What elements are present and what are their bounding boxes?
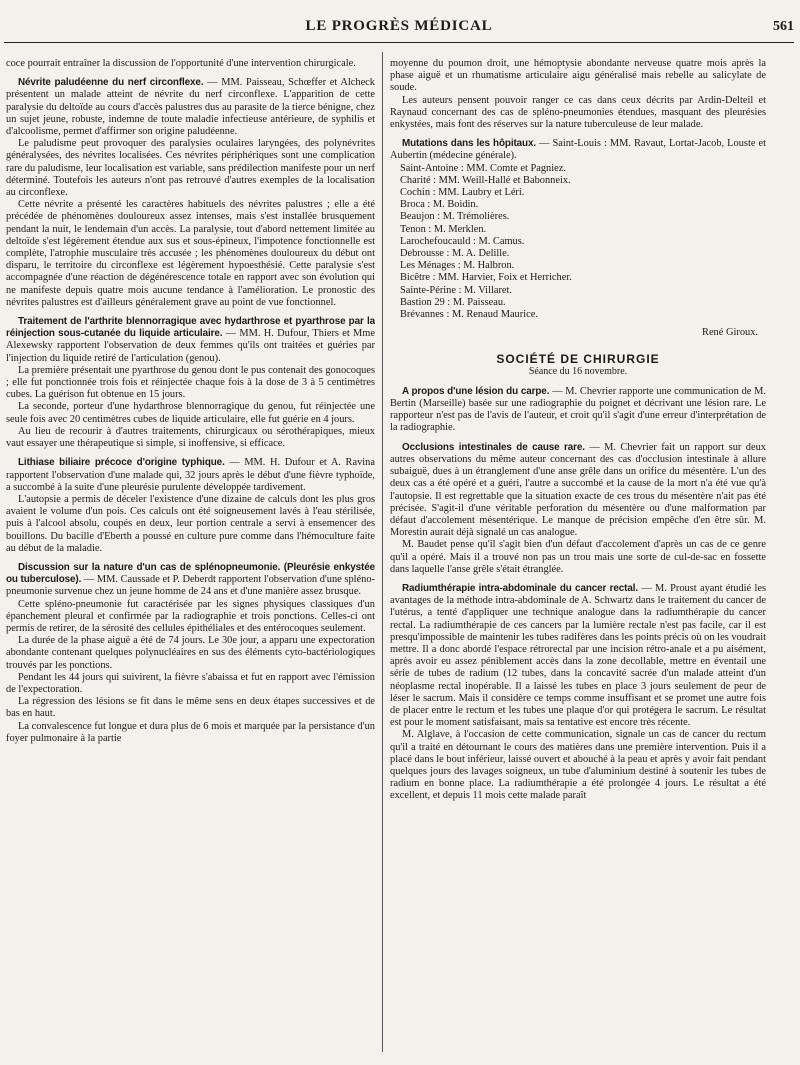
- seance-date: Séance du 16 novembre.: [528, 365, 628, 377]
- article-carpe: [390, 386, 766, 435]
- paragraph: Au lieu de recourir à d'autres traitements, chirurgicaux ou sérothérapiques, mieux vaut essayer une thérapeutique si simple, si inoffensive, si efficace.: [6, 425, 375, 450]
- mutations-section: [390, 138, 766, 162]
- article-nevrite: [6, 77, 375, 138]
- paragraph: Le paludisme peut provoquer des paralysies oculaires laryngées, des polynévrites généralysées, des névrites localisées. Ces névrites périphériques sont une complication rare du paludisme, leur localisation est variable, sans prédilection manifeste pour un nerf déterminé. Toutefois les auteurs n'ont pas retrouvé d'autres exemples de la localisation au circonflexe.: [6, 138, 375, 199]
- paragraph: La durée de la phase aiguë a été de 74 jours. Le 30e jour, a apparu une expectoration abondante contenant quelques polynucléaires en sus des éléments cyto-bactériologiques trouvés par les ponctions.: [6, 635, 375, 671]
- society-title: SOCIÉTÉ DE CHIRURGIE: [496, 352, 660, 367]
- page-header: [4, 18, 794, 43]
- mutation-item: Tenon : M. Merklen.: [400, 223, 487, 235]
- left-column: [6, 58, 375, 1065]
- intro-paragraph: coce pourrait entraîner la discussion de l'opportunité d'une intervention chirurgicale.: [6, 58, 356, 69]
- paragraph: M. Baudet pense qu'il s'agit bien d'un défaut d'accolement d'après un cas de ce genre qu'il a opéré. Mais il a trouvé non pas un trou mais une sorte de cul-de-sac en fossette dans laquelle l'anse grêle s'était étranglée.: [390, 539, 766, 575]
- article-body: — M. Chevrier fait un rapport sur deux autres observations du même auteur concernant des cas d'occlusion intestinale à allure subaiguë, dues à un étranglement d'une anse grêle dans un orifice du mésentère. L'un des deux cas a été opéré et a guéri, l'autre a succombé et la cause de la mort n'a été vue qu'à l'autopsie. Il est regrettable que la situation exacte de ces trous du mésentère n'ait pas été précisée. S'agit-il d'une véritable perforation du mésentère ou d'une malformation par défaut d'accolement mésentérique. Le manque de précision empêche d'en être sûr. M. Morestin aurait déjà signalé un cas analogue.: [390, 441, 766, 539]
- signature: René Giroux.: [702, 327, 758, 339]
- mutation-item: Les Ménages : M. Halbron.: [400, 260, 515, 272]
- paragraph: Cette spléno-pneumonie fut caractérisée par les signes physiques classiques d'un épanchement pleural et confirmée par la radiographie et trois ponctions. Celles-ci ont permis de retirer, de la sérosité des cellules épithéliales et des entérocoques seulement.: [6, 598, 375, 634]
- article-heading: Occlusions intestinales de cause rare.: [402, 441, 585, 453]
- article-heading: Discussion sur la nature d'un cas de splénopneumonie. (Pleurésie enkystée ou tuberculose).: [6, 561, 375, 586]
- article-body: — M. Proust ayant étudié les avantages de la méthode intra-abdominale de A. Schwartz dans le traitement du cancer de l'utérus, a tenté d'appliquer une technique analogue dans la radiumthérapie du cancer rectal. La radiumthérapie de ces cancers par la lumière rectale n'est pas facile, car il est presqu'impossible de maintenir les tubes radifères dans les points précis où on les voudrait mettre. Il a donc abordé l'espace rétrorectal par une incision rétro-anale et a pu aisément, après avoir eu assez péniblement accès dans la zone decollable, mettre en éventail une série de tubes de radium (12 tubes, dans la concavité sacrée d'un malade atteint d'un néoplasme rectal inopérable. Il a laissé les tubes en place 3 jours seulement de peur de léser le sacrum. Mais il considère ce temps comme insuffisant et se promet une autre fois de placer entre le rectum et les tubes une plaque d'or qui protégera le sacrum. Le résultat est pour le moment satisfaisant, mais sa tentative est encore très récente.: [390, 582, 766, 729]
- paragraph: La régression des lésions se fit dans le même sens en deux étapes successives et de bas en haut.: [6, 696, 375, 720]
- article-radiumtherapie: [390, 583, 766, 729]
- journal-title: LE PROGRÈS MÉDICAL: [305, 18, 493, 34]
- mutations-list: [390, 163, 766, 322]
- paragraph: La convalescence fut longue et dura plus de 6 mois et marquée par la persistance d'un foyer pulmonaire à la partie: [6, 720, 375, 744]
- mutation-item: Broca : M. Boidin.: [400, 199, 479, 211]
- article-heading: Lithiase biliaire précoce d'origine typhique.: [18, 457, 225, 469]
- paragraph: La seconde, porteur d'une hydarthrose blennorragique du genou, fut réinjectée une seule fois avec 20 centimètres cubes de liquide articulaire, elle fut guérie en 4 jours.: [6, 401, 375, 425]
- paragraph: Cette névrite a présenté les caractères habituels des névrites palustres ; elle a été précédée de phénomènes douloureux assez intenses, mais s'est installée brusquement pendant la nuit, le lendemain d'un accès. La paralysie, tout d'abord nettement limitée au deltoïde s'est légèrement étendue aux sus et sous-épineux, l'impotence fonctionnelle est complète, l'atrophie musculaire très accusée ; les phénomènes douloureux du début ont disparu, le territoire du circonflexe est légèrement hypoesthésié. Cette paralysie s'est accompagnée d'une réaction de dégénérescence totale en rapport avec son évolution qui ne manifeste depuis quatre mois aucune tendance à l'amélioration. Le pronostic des névrites palustres est d'ailleurs généralement grave au point de vue fonctionnel.: [6, 199, 375, 308]
- mutation-item: Sainte-Périne : M. Villaret.: [400, 284, 513, 296]
- column-divider: [382, 52, 383, 1052]
- article-heading: Névrite paludéenne du nerf circonflexe.: [18, 77, 204, 89]
- page-number: 561: [773, 19, 794, 34]
- article-lithiase: [6, 457, 375, 494]
- article-body: — MM. Paisseau, Schœffer et Alcheck présentent un malade atteint de névrite du nerf circonflexe. L'apparition de cette paralysie du deltoïde au cours d'accès palustres dus au parasite de la tierce bénigne, chez un sujet jeune, robuste, indemne de toute maladie infectieuse antérieure, de syphilis et d'alcoolisme, permet d'affirmer son origine paludéenne.: [6, 77, 375, 138]
- article-heading: Traitement de l'arthrite blennorragique avec hydarthrose et pyarthrose par la réinjection sous-cutanée du liquide articulaire.: [6, 316, 375, 340]
- right-column: [390, 58, 766, 1065]
- mutation-item: Saint-Antoine : MM. Comte et Pagniez.: [400, 162, 566, 174]
- mutation-item: Brévannes : M. Renaud Maurice.: [400, 309, 538, 321]
- paragraph: M. Alglave, à l'occasion de cette communication, signale un cas de cancer du rectum qu'il a traité en détournant le cours des matières dans une première intervention. Puis il a placé dans le bout inférieur, laissé ouvert et abouché à la peau et après y avoir fait pendant quelques jours des lavages soigneux, un tube d'aluminium destiné à soutenir les tubes de radium en bonne place. La radiumthérapie a été prolongée 4 jours. Le résultat a été excellent, et depuis 11 mois cette malade paraît: [390, 729, 766, 802]
- mutation-item: Bastion 29 : M. Paisseau.: [400, 296, 506, 308]
- paragraph: Pendant les 44 jours qui suivirent, la fièvre s'abaissa et fut en rapport avec l'émission de l'expectoration.: [6, 671, 375, 695]
- article-body: — MM. H. Dufour et A. Ravina rapportent l'observation d'une malade qui, 32 jours après le début d'une fièvre typhoïde, a succombé à la suite d'une pleurésie purulente développée tardivement.: [6, 457, 375, 493]
- article-splenopneumonie: [6, 562, 375, 599]
- paragraph: La première présentait une pyarthrose du genou dont le pus contenait des gonocoques ; elle fut ponctionnée trois fois et réinjectée chaque fois à la dose de 3 à 5 centimètres cubes. La guérison fut obtenue en 15 jours.: [6, 364, 375, 401]
- mutation-item: Bicêtre : MM. Harvier, Foix et Herricher.: [400, 272, 572, 284]
- mutation-item: Cochin : MM. Laubry et Léri.: [400, 187, 525, 199]
- article-body: — M. Chevrier rapporte une communication de M. Bertin (Marseille) basée sur une radiographie du poignet et décrivant une lésion rare. Le rapporteur n'est pas de l'avis de l'auteur, et croit qu'il s'agit d'une erreur d'interprétation de la radiographie.: [390, 385, 766, 434]
- continued-paragraph: moyenne du poumon droit, une hémoptysie abondante nerveuse quatre mois après la phase aiguë et un rhumatisme articulaire aigu généralisé mais rebelle au salicylate de soude.: [390, 58, 766, 94]
- mutation-item: Larochefoucauld : M. Camus.: [400, 235, 525, 247]
- mutations-heading: Mutations dans les hôpitaux.: [402, 138, 537, 150]
- paragraph: L'autopsie a permis de déceler l'existence d'une dizaine de calculs dont les plus gros avaient le volume d'un pois. Ces calculs ont été soigneusement lavés à l'eau stérilisée, puis à l'alcool absolu, coupés en deux, leur portion centrale a servi à ensemencer des bouillons. Du bacille d'Eberth a poussé en culture pure comme dans l'hémoculture faite au début de la maladie.: [6, 493, 375, 554]
- article-arthrite: [6, 316, 375, 365]
- article-occlusions: [390, 442, 766, 540]
- article-body: — MM. H. Dufour, Thiers et Mme Alexewsky rapportent l'observation de deux femmes qu'ils ont traitées et guéries par l'injection du liquide retiré de l'articulation (genou).: [6, 328, 375, 364]
- mutation-item: Debrousse : M. A. Delille.: [400, 248, 510, 260]
- article-heading: Radiumthérapie intra-abdominale du cancer rectal.: [402, 582, 639, 594]
- paragraph: Les auteurs pensent pouvoir ranger ce cas dans ceux décrits par Ardin-Delteil et Raynaud concernant des cas de spléno-pneumonies étendues, masquant des pleurésies enkystées, mais font des réserves sur la nature tuberculeuse de leur malade.: [390, 94, 766, 131]
- article-body: — MM. Caussade et P. Deberdt rapportent l'observation d'une spléno-pneumonie survenue chez un jeune homme de 24 ans et d'une manière assez brusque.: [6, 574, 375, 598]
- article-heading: A propos d'une lésion du carpe.: [402, 385, 550, 397]
- mutation-item: Beaujon : M. Trémolières.: [400, 211, 510, 223]
- mutations-first: — Saint-Louis : MM. Ravaut, Lortat-Jacob, Louste et Aubertin (médecine générale).: [390, 138, 766, 162]
- mutation-item: Charité : MM. Weill-Hallé et Babonneix.: [400, 174, 571, 186]
